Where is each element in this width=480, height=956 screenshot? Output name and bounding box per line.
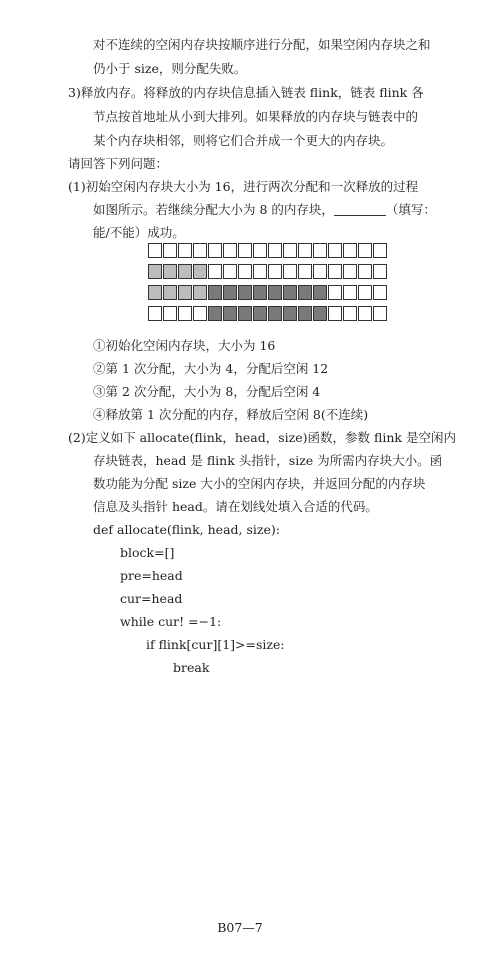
q1-line-2-post: （填写： — [385, 202, 436, 217]
memory-cell — [148, 264, 162, 279]
memory-cell — [343, 306, 357, 321]
memory-cell — [253, 243, 267, 258]
q1-line-2-pre: 如图所示。若继续分配大小为 8 的内存块， — [93, 202, 334, 217]
memory-cell — [298, 285, 312, 300]
memory-cell — [193, 285, 207, 300]
memory-cell — [223, 306, 237, 321]
memory-cell — [343, 264, 357, 279]
memory-cell — [313, 264, 327, 279]
memory-cell — [283, 264, 297, 279]
memory-cell — [313, 285, 327, 300]
memory-cell — [208, 264, 222, 279]
memory-cell — [208, 285, 222, 300]
q2-line-2: 存块链表，head 是 flink 头指针，size 为所需内存块大小。函 — [93, 453, 443, 468]
memory-cell — [148, 306, 162, 321]
memory-cell — [358, 264, 372, 279]
memory-cell — [268, 285, 282, 300]
memory-cell — [223, 243, 237, 258]
step-1: ①初始化空闲内存块，大小为 16 — [93, 338, 276, 353]
memory-cell — [328, 306, 342, 321]
memory-cell — [268, 264, 282, 279]
memory-cell — [253, 264, 267, 279]
memory-cell — [178, 264, 192, 279]
q1-line-1: (1)初始空闲内存块大小为 16，进行两次分配和一次释放的过程 — [68, 179, 419, 194]
memory-cell — [358, 285, 372, 300]
memory-cell — [253, 306, 267, 321]
memory-cell — [238, 243, 252, 258]
q1-line-2 — [93, 199, 436, 221]
code-line-break: break — [173, 660, 210, 675]
memory-cell — [223, 285, 237, 300]
memory-cell — [208, 306, 222, 321]
memory-cell — [358, 243, 372, 258]
item3-line-3: 某个内存块相邻，则将它们合并成一个更大的内存块。 — [93, 133, 394, 148]
memory-cell — [373, 306, 387, 321]
memory-cell — [238, 306, 252, 321]
memory-cell — [163, 306, 177, 321]
para-cont-line-1: 对不连续的空闲内存块按顺序进行分配，如果空闲内存块之和 — [93, 37, 431, 52]
memory-cell — [268, 243, 282, 258]
step-2: ②第 1 次分配，大小为 4，分配后空闲 12 — [93, 361, 329, 376]
memory-row-1 — [148, 243, 388, 260]
memory-cell — [163, 243, 177, 258]
memory-cell — [193, 243, 207, 258]
memory-cell — [328, 264, 342, 279]
code-line-while: while cur! =−1: — [120, 614, 222, 629]
memory-cell — [148, 243, 162, 258]
memory-cell — [313, 306, 327, 321]
memory-cell — [343, 243, 357, 258]
code-line-block: block=[] — [120, 545, 175, 560]
memory-cell — [178, 285, 192, 300]
memory-cell — [328, 285, 342, 300]
memory-cell — [238, 285, 252, 300]
code-line-if: if flink[cur][1]>=size: — [146, 637, 285, 652]
memory-row-4 — [148, 306, 388, 323]
memory-cell — [313, 243, 327, 258]
memory-cell — [298, 306, 312, 321]
memory-cell — [328, 243, 342, 258]
memory-cell — [358, 306, 372, 321]
q2-line-1: (2)定义如下 allocate(flink，head，size)函数，参数 flink 是空闲内 — [68, 430, 456, 445]
memory-row-2 — [148, 264, 388, 281]
q2-line-4: 信息及头指针 head。请在划线处填入合适的代码。 — [93, 499, 378, 514]
memory-cell — [253, 285, 267, 300]
memory-cell — [238, 264, 252, 279]
answer-blank[interactable] — [334, 201, 386, 216]
memory-cell — [343, 285, 357, 300]
memory-cell — [223, 264, 237, 279]
memory-cell — [283, 285, 297, 300]
memory-cell — [208, 243, 222, 258]
item3-line-2: 节点按首地址从小到大排列。如果释放的内存块与链表中的 — [93, 109, 419, 124]
memory-cell — [148, 285, 162, 300]
step-4: ④释放第 1 次分配的内存，释放后空闲 8(不连续) — [93, 407, 369, 422]
memory-cell — [283, 306, 297, 321]
code-line-cur: cur=head — [120, 591, 183, 606]
memory-row-3 — [148, 285, 388, 302]
memory-cell — [298, 264, 312, 279]
memory-cell — [373, 243, 387, 258]
q2-line-3: 数功能为分配 size 大小的空闲内存块，并返回分配的内存块 — [93, 476, 426, 491]
prompt-text: 请回答下列问题： — [68, 156, 169, 171]
memory-cell — [178, 243, 192, 258]
memory-cell — [163, 264, 177, 279]
memory-cell — [193, 306, 207, 321]
item3-line-1: 3)释放内存。将释放的内存块信息插入链表 flink，链表 flink 各 — [68, 85, 424, 100]
para-cont-line-2: 仍小于 size，则分配失败。 — [93, 61, 247, 76]
q1-line-3: 能/不能）成功。 — [93, 225, 185, 240]
page-footer: B07—7 — [217, 920, 263, 935]
memory-block-diagram — [148, 243, 388, 327]
code-line-pre: pre=head — [120, 568, 183, 583]
memory-cell — [193, 264, 207, 279]
memory-cell — [283, 243, 297, 258]
memory-cell — [373, 264, 387, 279]
code-line-def: def allocate(flink, head, size): — [93, 522, 280, 537]
memory-cell — [373, 285, 387, 300]
memory-cell — [268, 306, 282, 321]
step-3: ③第 2 次分配，大小为 8，分配后空闲 4 — [93, 384, 321, 399]
memory-cell — [298, 243, 312, 258]
memory-cell — [163, 285, 177, 300]
memory-cell — [178, 306, 192, 321]
